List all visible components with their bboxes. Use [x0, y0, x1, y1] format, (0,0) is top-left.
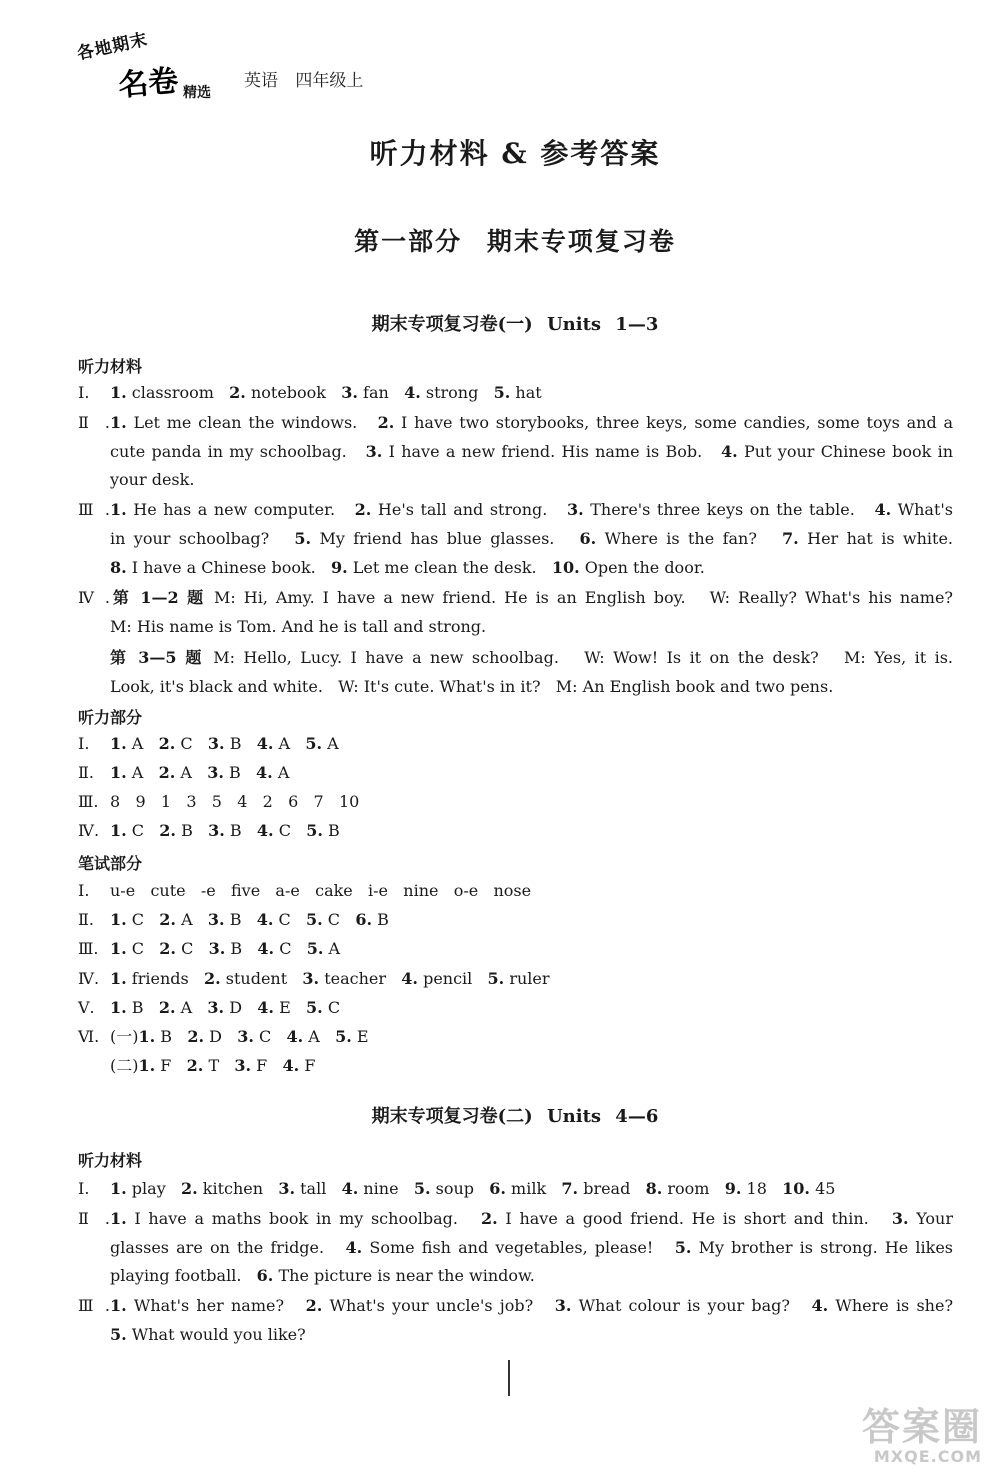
- answer-line: Ⅳ. 1. friends 2. student 3. teacher 4. pencil 5. ruler: [78, 969, 550, 988]
- text-line: your desk.: [110, 470, 195, 489]
- text-line: in your schoolbag? 5. My friend has blue glasses. 6. Where is the fan? 7. Her hat is white.: [110, 529, 954, 548]
- text-line: Ⅳ.第 1—2 题 M: Hi, Amy. I have a new friend. He is an English boy. W: Really? What's his name?: [78, 588, 953, 607]
- written-part-label: 笔试部分: [78, 854, 143, 873]
- text-line: Ⅰ. 1. classroom 2. notebook 3. fan 4. strong 5. hat: [78, 383, 542, 402]
- text-line: glasses are on the fridge. 4. Some fish and vegetables, please! 5. My brother is strong. He likes: [110, 1238, 954, 1257]
- brand-logo: [68, 28, 228, 104]
- section-title-2: 期末专项复习卷(二) Units 4—6: [371, 1106, 659, 1127]
- text-line: playing football. 6. The picture is near the window.: [110, 1266, 535, 1285]
- answer-line: Ⅰ. 1. A 2. C 3. B 4. A 5. A: [78, 734, 339, 753]
- answer-line: Ⅲ. 8 9 1 3 5 4 2 6 7 10: [78, 792, 360, 811]
- listening-material-label: 听力材料: [78, 1151, 143, 1170]
- listening-material-label: 听力材料: [78, 357, 143, 376]
- answer-line: Ⅴ. 1. B 2. A 3. D 4. E 5. C: [78, 998, 341, 1017]
- answer-line: Ⅵ. (一)1. B 2. D 3. C 4. A 5. E: [78, 1027, 369, 1046]
- logo-main-text: 名卷: [116, 63, 180, 104]
- answer-line: Ⅱ. 1. A 2. A 3. B 4. A: [78, 763, 290, 782]
- text-line: M: His name is Tom. And he is tall and strong.: [110, 617, 487, 636]
- header: [68, 28, 468, 104]
- page-divider: [508, 1360, 510, 1396]
- text-line: Look, it's black and white. W: It's cute. What's in it? M: An English book and two pens.: [110, 677, 834, 696]
- answer-line: Ⅱ. 1. C 2. A 3. B 4. C 5. C 6. B: [78, 910, 389, 929]
- answer-line: Ⅲ. 1. C 2. C 3. B 4. C 5. A: [78, 939, 341, 958]
- text-line: 第 3—5 题 M: Hello, Lucy. I have a new schoolbag. W: Wow! Is it on the desk? M: Yes, it is.: [110, 648, 953, 667]
- watermark-url: MXQE.COM: [873, 1447, 982, 1466]
- logo-sub-text: 精选: [183, 85, 211, 101]
- logo-top-text: 各地期末: [75, 29, 150, 65]
- part-title: 第一部分 期末专项复习卷: [354, 227, 676, 256]
- section-title-1: 期末专项复习卷(一) Units 1—3: [371, 314, 659, 335]
- answer-line: Ⅳ. 1. C 2. B 3. B 4. C 5. B: [78, 821, 340, 840]
- text-line: Ⅲ.1. He has a new computer. 2. He's tall and strong. 3. There's three keys on the table. 4. What's: [78, 500, 954, 519]
- subject-grade: 英语 四年级上: [244, 71, 364, 91]
- text-line: Ⅲ.1. What's her name? 2. What's your uncle's job? 3. What colour is your bag? 4. Where is she?: [78, 1296, 954, 1315]
- watermark-logo: 答案圈: [861, 1405, 982, 1449]
- watermark: [832, 1396, 992, 1466]
- text-line: cute panda in my schoolbag. 3. I have a new friend. His name is Bob. 4. Put your Chinese book in: [110, 442, 954, 461]
- text-line: 5. What would you like?: [110, 1325, 306, 1344]
- text-line: 8. I have a Chinese book. 9. Let me clean the desk. 10. Open the door.: [110, 558, 705, 577]
- text-line: Ⅱ.1. I have a maths book in my schoolbag. 2. I have a good friend. He is short and thin. 3. Your: [78, 1209, 954, 1228]
- text-line: Ⅱ.1. Let me clean the windows. 2. I have two storybooks, three keys, some candies, some toys and a: [78, 413, 954, 432]
- answer-line: Ⅰ. u-e cute -e five a-e cake i-e nine o-e nose: [78, 881, 532, 900]
- listening-part-label: 听力部分: [78, 708, 143, 727]
- text-line: Ⅰ. 1. play 2. kitchen 3. tall 4. nine 5. soup 6. milk 7. bread 8. room 9. 18 10. 45: [78, 1179, 836, 1198]
- page-title: 听力材料 & 参考答案: [369, 137, 661, 170]
- answer-line: (二)1. F 2. T 3. F 4. F: [110, 1056, 316, 1075]
